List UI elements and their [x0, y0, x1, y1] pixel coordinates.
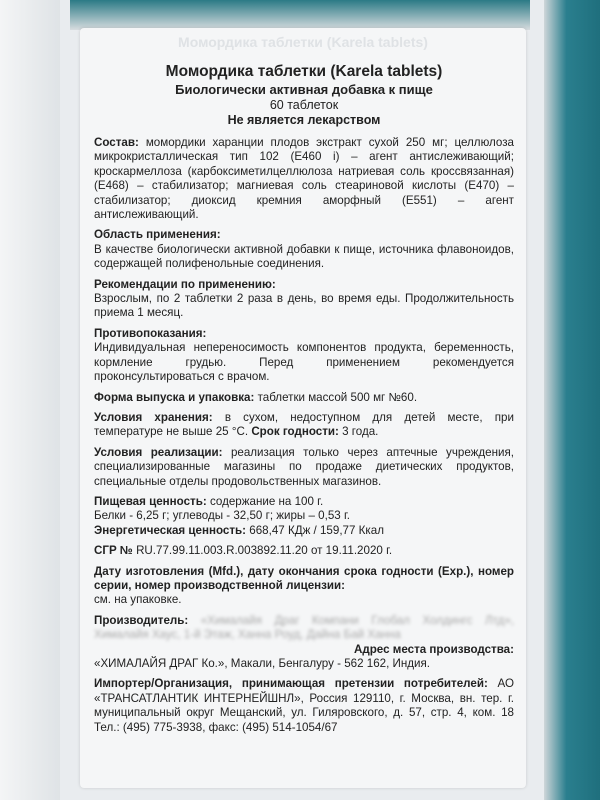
dates-section — [94, 565, 514, 608]
energy-heading: Энергетическая ценность: — [94, 523, 247, 537]
sale-heading: Условия реализации: — [94, 445, 223, 459]
usage-area-section — [94, 228, 514, 271]
product-label — [80, 28, 526, 788]
nutrition-heading: Пищевая ценность: — [94, 494, 207, 508]
composition-section — [94, 136, 514, 222]
importer-text: АО «ТРАНСАТЛАНТИК ИНТЕРНЕЙШНЛ», Россия 129110, г. Москва, вн. тер. г. муниципальный округ Мещанский, ул. Гиляровского, д. 57, стр. 4, ком. 18 Тел.: (495) 775-3938, факс: (495) 514-1054/67 — [94, 677, 514, 734]
sgr-text: RU.77.99.11.003.R.003892.11.20 от 19.11.2020 г. — [136, 544, 393, 558]
recommendations-text: Взрослым, по 2 таблетки 2 раза в день, во время еды. Продолжительность приема 1 месяц. — [94, 292, 514, 320]
label-content — [80, 28, 526, 735]
importer-section — [94, 677, 514, 735]
shelf-life-heading: Срок годности: — [251, 425, 339, 439]
sgr-heading: СГР № — [94, 544, 133, 558]
energy-text: 668,47 КДж / 159,77 Ккал — [249, 523, 384, 537]
tablet-count: 60 таблеток — [269, 98, 339, 112]
production-address-heading: Адрес места производства: — [353, 642, 514, 656]
usage-area-text: В качестве биологически активной добавки к пище, источника флавоноидов, содержащей полифенольные соединения. — [94, 242, 514, 271]
recommendations-section — [94, 278, 514, 321]
nutrition-text: содержание на 100 г. — [209, 494, 324, 508]
form-text: таблетки массой 500 мг №60. — [257, 390, 418, 404]
manufacturer-blurred-text: «Хималайя Драг Компани Глобал Холдингс Лтд», Хималайя Хаус, 1-й Этаж, Ханна Роуд, Дайна Бай Ханна — [94, 613, 514, 642]
contraindications-heading: Противопоказания: — [94, 326, 207, 340]
ghost-title: Момордика таблетки (Karela tablets) — [178, 34, 428, 50]
sale-text: реализация только через аптечные учреждения, специализированные магазины по продаже диетических продуктов, специальные отделы продовольственных магазинов. — [94, 445, 514, 488]
nutrition-values: Белки - 6,25 г; углеводы - 32,50 г; жиры – 0,53 г. — [94, 509, 350, 523]
dates-heading: Дату изготовления (Mfd.), дату окончания срока годности (Exp.), номер серии, номер производственной лицензии: — [94, 564, 514, 592]
recommendations-heading: Рекомендации по применению: — [94, 277, 276, 291]
nutrition-section — [94, 495, 514, 538]
manufacturer-heading: Производитель: — [94, 613, 189, 627]
contraindications-text: Индивидуальная непереносимость компонентов продукта, беременность, кормление грудью. Перед применением рекомендуется проконсультироваться с врачом. — [94, 341, 514, 384]
storage-text: в сухом, недоступном для детей месте, при температуре не выше 25 °С. — [94, 410, 514, 439]
product-title: Момордика таблетки (Karela tablets) — [165, 63, 443, 80]
composition-heading: Состав: — [94, 136, 139, 149]
not-medicine-note: Не является лекарством — [227, 113, 381, 127]
manufacturer-section — [94, 614, 514, 672]
usage-area-heading: Область применения: — [94, 228, 221, 242]
form-heading: Форма выпуска и упаковка: — [94, 390, 255, 404]
sgr-section — [94, 544, 514, 558]
form-section — [94, 391, 514, 405]
shelf-life-text: 3 года. — [342, 425, 379, 439]
package-top-edge — [70, 0, 530, 30]
product-subtitle: Биологически активная добавка к пище — [175, 82, 433, 97]
composition-text: момордики харанции плодов экстракт сухой 250 мг; целлюлоза микрокристаллическая тип 102 (Е460 i) – агент антислеживающий; кроскармеллоза (карбоксиметилцеллюлоза натриевая соль кроссвязанная) (Е468) – стабилизатор; магниевая соль стеариновой кислоты (Е470) – стабилизатор; диоксид кремния аморфный (Е551) – агент антислеживающий. — [94, 136, 514, 222]
storage-heading: Условия хранения: — [94, 410, 213, 424]
package-left-side — [0, 0, 60, 800]
importer-heading: Импортер/Организация, принимающая претензии потребителей: — [94, 677, 488, 691]
contraindications-section — [94, 327, 514, 385]
dates-text: см. на упаковке. — [94, 593, 182, 607]
package-right-side — [544, 0, 600, 800]
sale-section — [94, 446, 514, 489]
production-address-text: «ХИМАЛАЙЯ ДРАГ Ко.», Макали, Бенгалуру - 562 162, Индия. — [94, 657, 431, 670]
storage-section — [94, 411, 514, 440]
